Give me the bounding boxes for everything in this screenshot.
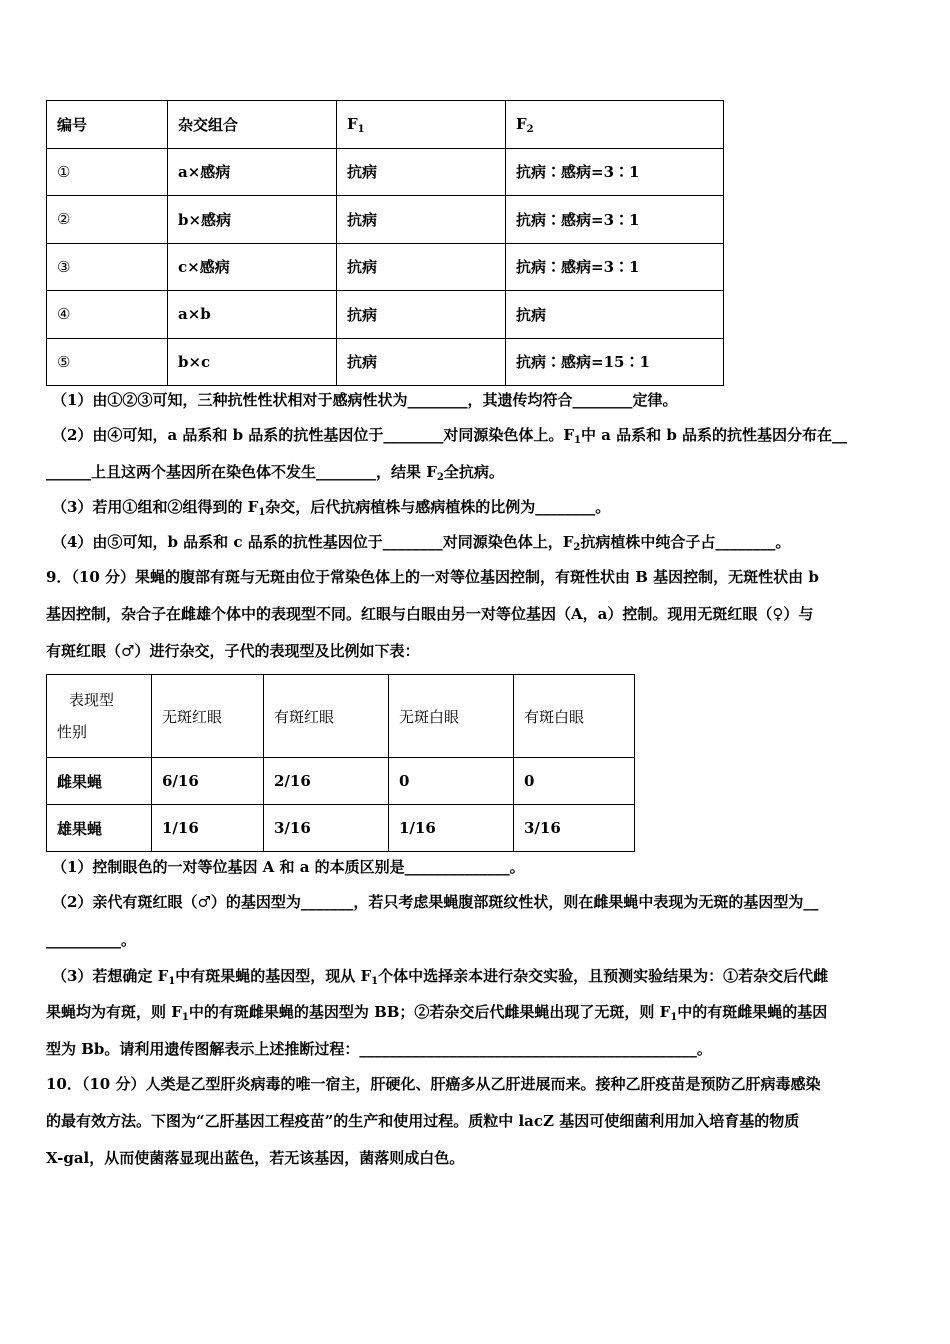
table-row — [47, 196, 724, 244]
table-cell: 抗病 — [337, 291, 506, 339]
question-8-part-4 — [52, 532, 912, 555]
text: 杂交，后代抗病植株与感病植株的比例为________。 — [265, 498, 611, 516]
text: 个体中选择亲本进行杂交实验，且预测实验结果为：①若杂交后代雌 — [378, 967, 829, 985]
question-10-stem: 的最有效方法。下图为“乙肝基因工程疫苗”的生产和使用过程。质粒中 lacZ 基因可使细菌利用加入培育基的物质 — [46, 1112, 800, 1130]
header-f2: F — [516, 115, 527, 134]
table-cell: ⑤ — [47, 338, 168, 386]
table-row — [47, 758, 635, 805]
question-8-part-3 — [52, 497, 912, 520]
table-cell: 抗病 — [337, 243, 506, 291]
table-cell: 抗病∶感病=3∶1 — [506, 148, 724, 196]
subscript: 1 — [258, 507, 266, 518]
text: 中有斑果蝇的基因型，现从 F — [175, 967, 372, 985]
question-9-part-2: （2）亲代有斑红眼（♂）的基因型为_______，若只考虑果蝇腹部斑纹性状，则在雌果蝇中表现为无斑的基因型为__ — [52, 893, 819, 911]
cross-results-table — [46, 100, 724, 386]
text: ______上且这两个基因所在染色体不发生________，结果 F — [46, 463, 437, 481]
question-8-part-1: （1）由①②③可知，三种抗性性状相对于感病性状为________，其遗传均符合________定律。 — [52, 391, 678, 409]
corner-top-label: 表现型 — [69, 691, 115, 709]
question-9-part-3-cont — [46, 1002, 906, 1025]
question-8-part-2-cont — [46, 462, 906, 485]
table-cell: b×感病 — [168, 196, 337, 244]
question-9-part-3 — [52, 966, 912, 989]
subscript: 1 — [168, 976, 176, 987]
table-row — [47, 243, 724, 291]
table-cell: ④ — [47, 291, 168, 339]
table-cell: 3/16 — [264, 805, 389, 852]
subscript: 1 — [371, 976, 379, 987]
table-row — [47, 338, 724, 386]
table-row — [47, 805, 635, 852]
table-cell: ③ — [47, 243, 168, 291]
header-cell: 有斑白眼 — [514, 675, 635, 758]
table-cell: a×感病 — [168, 148, 337, 196]
table-header-row — [47, 101, 724, 149]
table-cell: 抗病 — [337, 148, 506, 196]
subscript: 1 — [181, 1012, 189, 1023]
table-row — [47, 291, 724, 339]
header-cell: 无斑红眼 — [152, 675, 264, 758]
table-cell: 0 — [514, 758, 635, 805]
question-10-stem: 10．（10 分）人类是乙型肝炎病毒的唯一宿主，肝硬化、肝癌多从乙肝进展而来。接种乙肝疫苗是预防乙肝病毒感染 — [46, 1075, 821, 1093]
header-cell — [337, 101, 506, 149]
fruitfly-phenotype-table — [46, 674, 635, 852]
table-cell: 1/16 — [152, 805, 264, 852]
corner-cell — [47, 675, 152, 758]
text: （3）若用①组和②组得到的 F — [52, 498, 259, 516]
text: （3）若想确定 F — [52, 967, 169, 985]
table-cell: 6/16 — [152, 758, 264, 805]
table-cell: 抗病∶感病=3∶1 — [506, 196, 724, 244]
text: 全抗病。 — [443, 463, 504, 481]
subscript: 1 — [573, 435, 581, 446]
question-9-part-3-cont: 型为 Bb。请利用遗传图解表示上述推断过程：_____________________________________________。 — [46, 1040, 712, 1058]
table-cell: a×b — [168, 291, 337, 339]
text: （4）由⑤可知，b 品系和 c 品系的抗性基因位于________对同源染色体上，F — [52, 533, 574, 551]
subscript: 2 — [436, 472, 444, 483]
header-cell: 无斑白眼 — [389, 675, 514, 758]
table-cell: 抗病∶感病=3∶1 — [506, 243, 724, 291]
text: 抗病植株中纯合子占________。 — [580, 533, 791, 551]
text: 中的有斑雌果蝇的基因 — [677, 1003, 828, 1021]
table-cell: ② — [47, 196, 168, 244]
question-10-stem: X-gal，从而使菌落显现出蓝色，若无该基因，菌落则成白色。 — [46, 1149, 465, 1167]
header-cell: 编号 — [47, 101, 168, 149]
question-9-stem: 基因控制，杂合子在雌雄个体中的表现型不同。红眼与白眼由另一对等位基因（A，a）控制。现用无斑红眼（♀）与 — [46, 605, 814, 623]
table-cell: ① — [47, 148, 168, 196]
table-cell: 1/16 — [389, 805, 514, 852]
table-cell: 抗病∶感病=15∶1 — [506, 338, 724, 386]
text: 中 a 品系和 b 品系的抗性基因分布在__ — [580, 426, 848, 444]
header-cell — [506, 101, 724, 149]
question-9-part-2-cont: __________。 — [46, 931, 137, 949]
text: （2）由④可知，a 品系和 b 品系的抗性基因位于________对同源染色体上。F — [52, 426, 574, 444]
text: 中的有斑雌果蝇的基因型为 BB；②若杂交后代雌果蝇出现了无斑，则 F — [188, 1003, 671, 1021]
table-cell: 抗病 — [506, 291, 724, 339]
table-cell: 3/16 — [514, 805, 635, 852]
header-cell: 杂交组合 — [168, 101, 337, 149]
subscript: 2 — [573, 542, 581, 553]
header-cell: 有斑红眼 — [264, 675, 389, 758]
question-8-part-2 — [52, 425, 912, 448]
question-9-stem: 有斑红眼（♂）进行杂交，子代的表现型及比例如下表： — [46, 642, 420, 660]
question-9-part-1: （1）控制眼色的一对等位基因 A 和 a 的本质区别是______________。 — [52, 858, 525, 876]
subscript: 2 — [526, 124, 534, 136]
table-header-row — [47, 675, 635, 758]
table-cell: 雄果蝇 — [47, 805, 152, 852]
corner-bottom-label: 性别 — [57, 723, 88, 741]
table-cell: 0 — [389, 758, 514, 805]
table-cell: b×c — [168, 338, 337, 386]
table-cell: 2/16 — [264, 758, 389, 805]
header-f1: F — [347, 115, 358, 134]
text: 果蝇均为有斑，则 F — [46, 1003, 182, 1021]
table-cell: 雌果蝇 — [47, 758, 152, 805]
table-cell: c×感病 — [168, 243, 337, 291]
question-9-stem: 9．（10 分）果蝇的腹部有斑与无斑由位于常染色体上的一对等位基因控制，有斑性状由 B 基因控制，无斑性状由 b — [46, 568, 819, 586]
table-row — [47, 148, 724, 196]
subscript: 1 — [357, 124, 365, 136]
subscript: 1 — [670, 1012, 678, 1023]
table-cell: 抗病 — [337, 338, 506, 386]
table-cell: 抗病 — [337, 196, 506, 244]
